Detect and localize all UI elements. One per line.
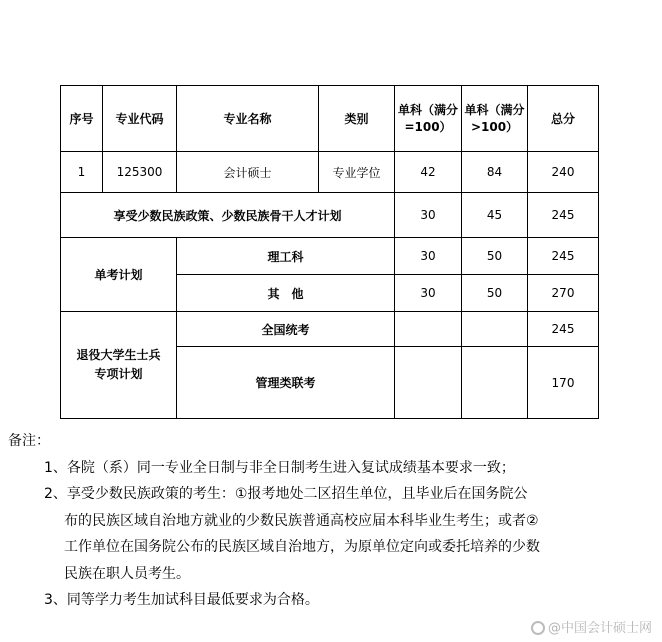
veteran-sub1-single-gt100: [462, 312, 528, 347]
header-total: 总分: [528, 86, 599, 152]
header-seq: 序号: [61, 86, 103, 152]
note-3: 3、同等学力考生加试科目最低要求为合格。: [44, 592, 319, 608]
veteran-label: [61, 312, 177, 419]
minority-total: 245: [528, 193, 599, 238]
minority-single-gt100: 45: [462, 193, 528, 238]
veteran-sub2-single-100: [395, 347, 462, 419]
row1-type: 专业学位: [319, 152, 395, 193]
score-requirements-table: [60, 85, 599, 419]
weibo-icon: [531, 621, 545, 635]
single-sub1-label: 理工科: [177, 238, 395, 275]
header-code: 专业代码: [103, 86, 177, 152]
row1-total: 240: [528, 152, 599, 193]
veteran-sub2-single-gt100: [462, 347, 528, 419]
notes-section: [8, 428, 648, 614]
veteran-sub2-total: 170: [528, 347, 599, 419]
veteran-label-line2: 专项计划: [94, 367, 143, 381]
minority-single-100: 30: [395, 193, 462, 238]
single-sub2-single-gt100: 50: [462, 275, 528, 312]
single-exam-label: 单考计划: [61, 238, 177, 312]
table-row: [61, 193, 599, 238]
header-row: [61, 86, 599, 152]
note-1: 1、各院（系）同一专业全日制与非全日制考生进入复试成绩基本要求一致；: [44, 459, 515, 476]
header-name: 专业名称: [177, 86, 319, 152]
table-row: [61, 152, 599, 193]
single-sub1-single-100: 30: [395, 238, 462, 275]
header-type: 类别: [319, 86, 395, 152]
veteran-sub1-single-100: [395, 312, 462, 347]
single-sub1-total: 245: [528, 238, 599, 275]
veteran-label-line1: 退役大学生士兵: [76, 348, 161, 362]
veteran-sub1-label: 全国统考: [177, 312, 395, 347]
note-2-line4: 民族在职人员考生。: [64, 565, 190, 582]
watermark: [531, 617, 652, 636]
note-2-line3: 工作单位在国务院公布的民族区域自治地方，为原单位定向或委托培养的少数: [64, 539, 540, 555]
veteran-sub1-total: 245: [528, 312, 599, 347]
table-row: [61, 312, 599, 347]
notes-title: 备注：: [8, 433, 50, 449]
row1-single-100: 42: [395, 152, 462, 193]
row1-seq: 1: [61, 152, 103, 193]
note-2-line2: 布的民族区域自治地方就业的少数民族普通高校应届本科毕业生考生；或者②: [64, 512, 539, 529]
watermark-text: @中国会计硕士网: [547, 621, 652, 636]
note-2-line1: 2、享受少数民族政策的考生：①报考地处二区招生单位，且毕业后在国务院公: [44, 486, 528, 502]
header-single-100: 单科（满分=100）: [395, 86, 462, 152]
row1-single-gt100: 84: [462, 152, 528, 193]
single-sub2-single-100: 30: [395, 275, 462, 312]
veteran-sub2-label: 管理类联考: [177, 347, 395, 419]
single-sub2-total: 270: [528, 275, 599, 312]
row1-name: 会计硕士: [177, 152, 319, 193]
minority-label: 享受少数民族政策、少数民族骨干人才计划: [61, 193, 395, 238]
row1-code: 125300: [103, 152, 177, 193]
single-sub2-label: 其 他: [177, 275, 395, 312]
table-row: [61, 238, 599, 275]
single-sub1-single-gt100: 50: [462, 238, 528, 275]
header-single-gt100: 单科（满分>100）: [462, 86, 528, 152]
